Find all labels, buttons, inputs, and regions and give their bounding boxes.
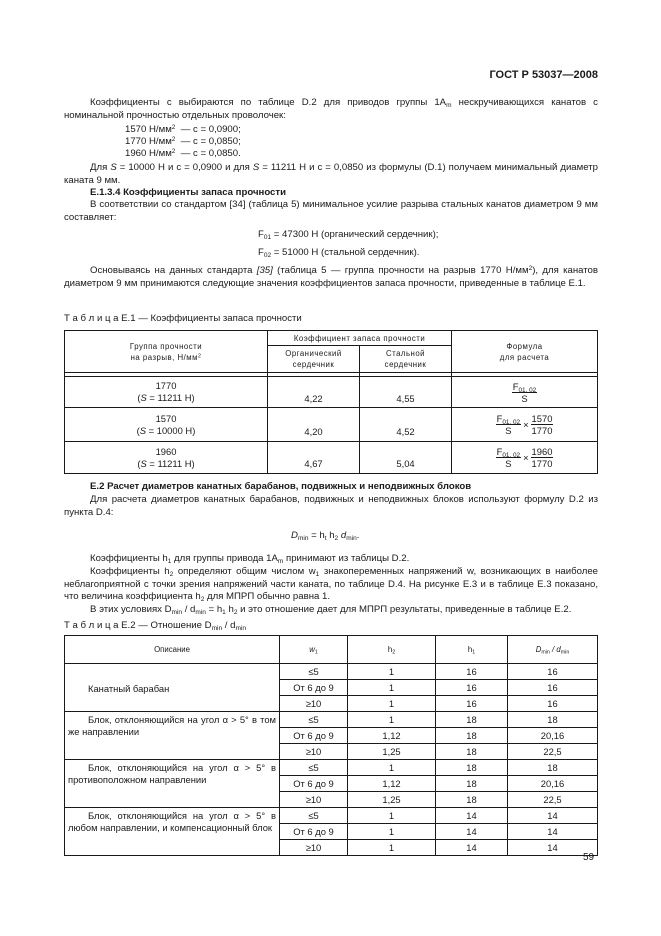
table1-organic-cell: 4,22: [268, 377, 360, 408]
table1-steel-cell: 4,55: [360, 377, 452, 408]
table-row: [65, 442, 598, 474]
section1-paragraph: В соответствии со стандартом [34] (таблица 5) минимальное усилие разрыва стальных канатов диаметром 9 мм составляет:: [64, 199, 598, 223]
table2-h1-cell: 18: [436, 760, 508, 776]
table2-h2-cell: 1,12: [348, 776, 436, 792]
table2-h2-cell: 1: [348, 824, 436, 840]
table1-organic-cell: 4,67: [268, 442, 360, 474]
table-row: [65, 760, 598, 776]
table1-group-cell: 1770 (S = 11211 Н): [65, 377, 268, 408]
table2-h2-cell: 1: [348, 840, 436, 856]
table2-header-row: [65, 636, 598, 664]
intro-paragraph: Коэффициенты c выбираются по таблице D.2 для приводов группы $1A_m$ нескручивающихся канатов с номинальной прочностью отдельных проволочек:: [64, 97, 598, 121]
table2-h2-cell: 1: [348, 760, 436, 776]
table2-ratio-cell: 18: [508, 760, 598, 776]
table2-h2-cell: 1,25: [348, 744, 436, 760]
table2-ratio-cell: 18: [508, 712, 598, 728]
table1-caption: Т а б л и ц а Е.1 — Коэффициенты запаса прочности: [64, 313, 302, 324]
section-heading-e2: Е.2 Расчет диаметров канатных барабанов, подвижных и неподвижных блоков: [90, 481, 472, 492]
page-number: 59: [583, 852, 595, 863]
table1-steel-cell: 4,52: [360, 408, 452, 442]
section1-paragraph-2: Основываясь на данных стандарта [35] (таблица 5 — группа прочности на разрыв 1770 $Н/мм^2$), для канатов диаметром 9 мм принимаются следующие значения коэффициентов запаса прочности, приведенные в таблице Е.1.: [64, 265, 598, 289]
table2-h2-cell: 1,12: [348, 728, 436, 744]
table-row: [65, 808, 598, 824]
table-row: [65, 712, 598, 728]
table2-h1-cell: 18: [436, 792, 508, 808]
table2-h1-cell: 16: [436, 696, 508, 712]
table2-h2-cell: 1: [348, 664, 436, 680]
strength-line-3: 1960 $Н/мм^2$ — c = 0,0850.: [125, 148, 241, 159]
table2-h1-cell: 18: [436, 776, 508, 792]
section-heading-e134: Е.1.3.4 Коэффициенты запаса прочности: [90, 187, 286, 198]
table-row: [65, 408, 598, 442]
table2-h2-cell: 1,25: [348, 792, 436, 808]
section2-h2-paragraph: Коэффициенты $h_2$ определяют общим числом $w_1$ знакопеременных напряжений w, возникающих в наиболее неблагоприятной с точки зрения напряжений части каната, по таблице D.4. На рисунке Е.3 и в таблице Е.3 показано, что величина коэффициента $h_2$ для МПРП обычно равна 1.: [64, 566, 599, 604]
table2-h1-cell: 16: [436, 680, 508, 696]
table2-header-ratio: $D_{min} / d_{min}$: [508, 636, 598, 664]
table2-ratio-cell: 16: [508, 680, 598, 696]
table2-w1-cell: ≤5: [280, 760, 348, 776]
formula-dmin: $D_{min} = h_t$ $h_2$ $d_{min}$.: [291, 530, 360, 542]
table2-h1-cell: 14: [436, 808, 508, 824]
table2-w1-cell: ≤5: [280, 712, 348, 728]
table2-w1-cell: От 6 до 9: [280, 680, 348, 696]
table2-ratio-cell: 20,16: [508, 776, 598, 792]
table1-formula-cell: $\frac{F_{01, 02}}{S}$: [452, 377, 598, 408]
table1-header-steel: Стальной сердечник: [360, 346, 452, 373]
table2-h2-cell: 1: [348, 808, 436, 824]
table2-w1-cell: ≤5: [280, 808, 348, 824]
intro-result-paragraph: Для S = 10000 Н и c = 0,0900 и для S = 11211 Н и c = 0,0850 из формулы (D.1) получаем минимальный диаметр каната 9 мм.: [64, 162, 598, 186]
section2-ratio-paragraph: В этих условиях $D_{min} / d_{min} = h_1$ $h_2$ и это отношение дает для МПРП результаты, приведенные в таблице Е.2.: [90, 604, 572, 616]
table2-h2-cell: 1: [348, 680, 436, 696]
formula-f01: $F_{01} = 47300$ Н (органический сердечник);: [258, 229, 439, 241]
table2-header-h1: $h_1$: [436, 636, 508, 664]
strength-line-2: 1770 $Н/мм^2$ — c = 0,0850;: [125, 136, 241, 147]
table1-group-cell: 1960 (S = 11211 Н): [65, 442, 268, 474]
table2-desc-cell: Блок, отклоняющийся на угол α > 5° в любом направлении, и компенсационный блок: [65, 808, 280, 856]
diameter-ratio-table: [64, 635, 598, 856]
table2-ratio-cell: 14: [508, 840, 598, 856]
table2-header-w1: $w_1$: [280, 636, 348, 664]
section2-paragraph: Для расчета диаметров канатных барабанов, подвижных и неподвижных блоков используют формулу D.2 из пункта D.4:: [64, 494, 598, 518]
table2-ratio-cell: 16: [508, 696, 598, 712]
table1-header-group: Группа прочности на разрыв, $Н/мм^2$: [65, 331, 268, 373]
table2-caption: Т а б л и ц а Е.2 — Отношение $D_{min} / d_{min}$: [64, 620, 246, 632]
table2-w1-cell: ≥10: [280, 744, 348, 760]
strength-line-1: 1570 $Н/мм^2$ — c = 0,0900;: [125, 124, 241, 135]
table2-desc-cell: Канатный барабан: [65, 664, 280, 712]
table-row: [65, 664, 598, 680]
table2-h2-cell: 1: [348, 696, 436, 712]
formula-f02: $F_{02} = 51000$ Н (стальной сердечник).: [258, 247, 420, 259]
section2-h1-paragraph: Коэффициенты $h_1$ для группы привода $1A_m$ принимают из таблицы D.2.: [90, 553, 410, 565]
table2-w1-cell: От 6 до 9: [280, 824, 348, 840]
table2-w1-cell: ≤5: [280, 664, 348, 680]
table2-w1-cell: От 6 до 9: [280, 728, 348, 744]
table1-group-cell: 1570 (S = 10000 Н): [65, 408, 268, 442]
table2-ratio-cell: 14: [508, 808, 598, 824]
table2-h1-cell: 14: [436, 840, 508, 856]
table2-h1-cell: 14: [436, 824, 508, 840]
table1-header-coefficient: Коэффициент запаса прочности: [268, 331, 452, 346]
table2-header-h2: $h_2$: [348, 636, 436, 664]
table2-h1-cell: 18: [436, 728, 508, 744]
table2-w1-cell: От 6 до 9: [280, 776, 348, 792]
table1-header-formula: Формула для расчета: [452, 331, 598, 373]
table2-h1-cell: 18: [436, 712, 508, 728]
table2-desc-cell: Блок, отклоняющийся на угол α > 5° в том же направлении: [65, 712, 280, 760]
table2-header-desc: Описание: [65, 636, 280, 664]
table2-ratio-cell: 16: [508, 664, 598, 680]
table1-formula-cell: $\frac{F_{01, 02}}{S}$ × $\frac{1570}{1770}$: [452, 408, 598, 442]
table2-ratio-cell: 14: [508, 824, 598, 840]
table1-formula-cell: $\frac{F_{01, 02}}{S}$ × $\frac{1960}{1770}$: [452, 442, 598, 474]
table1-steel-cell: 5,04: [360, 442, 452, 474]
table2-ratio-cell: 20,16: [508, 728, 598, 744]
table1-header-organic: Органический сердечник: [268, 346, 360, 373]
table2-w1-cell: ≥10: [280, 840, 348, 856]
table2-h1-cell: 18: [436, 744, 508, 760]
table2-w1-cell: ≥10: [280, 792, 348, 808]
table2-h1-cell: 16: [436, 664, 508, 680]
table2-ratio-cell: 22,5: [508, 744, 598, 760]
table2-h2-cell: 1: [348, 712, 436, 728]
safety-factor-table: [64, 330, 598, 474]
table2-desc-cell: Блок, отклоняющийся на угол α > 5° в противоположном направлении: [65, 760, 280, 808]
table-row: [65, 377, 598, 408]
document-id: ГОСТ Р 53037—2008: [489, 69, 598, 81]
table1-organic-cell: 4,20: [268, 408, 360, 442]
table2-w1-cell: ≥10: [280, 696, 348, 712]
table2-ratio-cell: 22,5: [508, 792, 598, 808]
